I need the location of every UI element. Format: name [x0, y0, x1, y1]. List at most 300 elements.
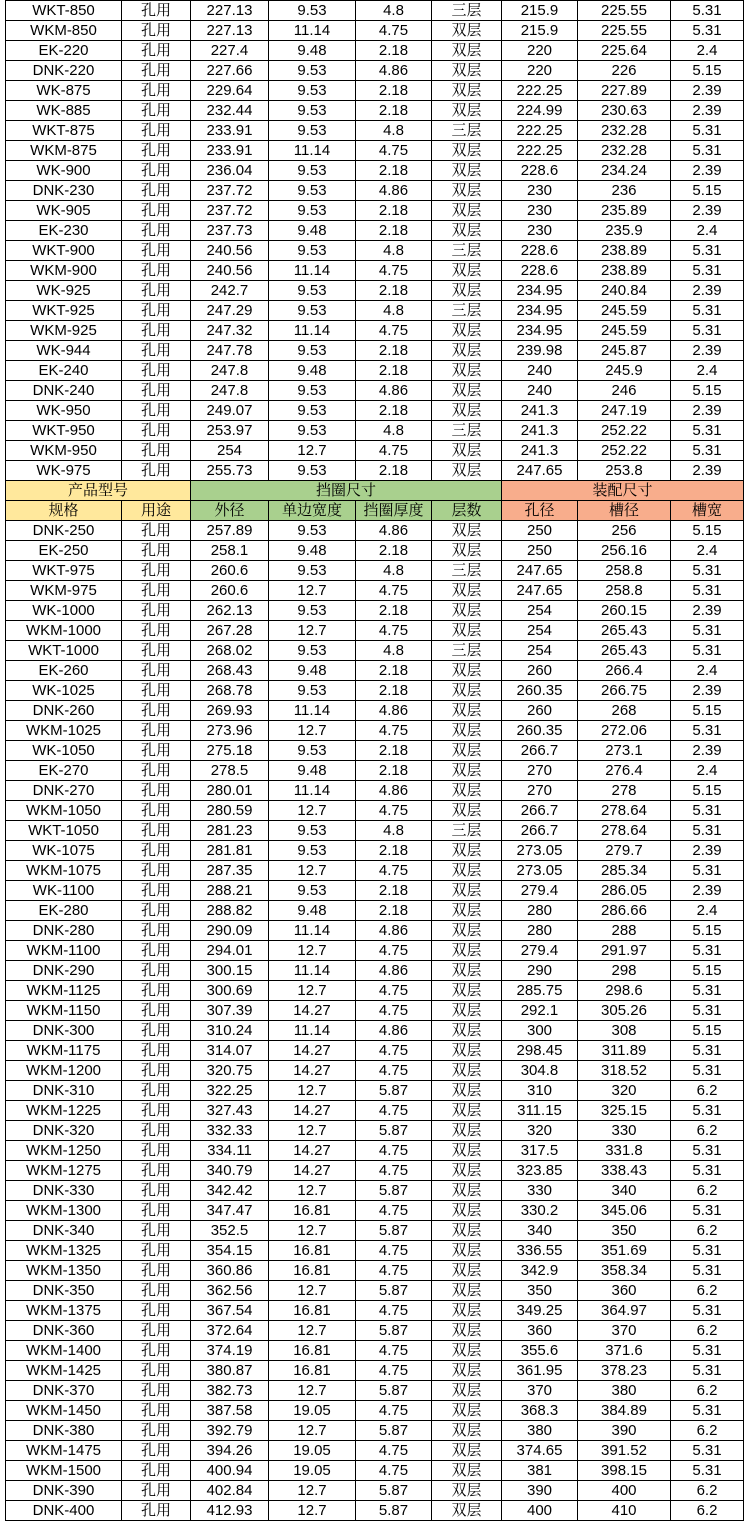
cell-width: 14.27 [269, 1041, 356, 1061]
cell-layers: 双层 [432, 41, 502, 61]
table-row [6, 1321, 744, 1341]
cell-outer-dia: 300.15 [191, 961, 269, 981]
cell-groove-width: 6.2 [671, 1481, 744, 1501]
cell-spec: WKM-850 [6, 21, 122, 41]
cell-bore: 228.6 [502, 261, 578, 281]
cell-width: 9.53 [269, 401, 356, 421]
cell-usage: 孔用 [122, 1161, 191, 1181]
cell-bore: 380 [502, 1421, 578, 1441]
cell-outer-dia: 269.93 [191, 701, 269, 721]
cell-outer-dia: 400.94 [191, 1461, 269, 1481]
cell-spec: EK-240 [6, 361, 122, 381]
cell-groove-width: 5.31 [671, 1041, 744, 1061]
cell-groove-dia: 350 [578, 1221, 671, 1241]
cell-groove-dia: 256 [578, 521, 671, 541]
cell-layers: 双层 [432, 741, 502, 761]
table-row [6, 41, 744, 61]
cell-groove-dia: 268 [578, 701, 671, 721]
cell-groove-dia: 236 [578, 181, 671, 201]
cell-bore: 247.65 [502, 461, 578, 481]
table-row [6, 1241, 744, 1261]
table-row [6, 961, 744, 981]
cell-spec: WKM-1150 [6, 1001, 122, 1021]
cell-bore: 260 [502, 701, 578, 721]
cell-groove-dia: 384.89 [578, 1401, 671, 1421]
header-fit-group: 装配尺寸 [502, 481, 744, 501]
cell-thickness: 2.18 [356, 541, 432, 561]
cell-bore: 241.3 [502, 441, 578, 461]
cell-usage: 孔用 [122, 741, 191, 761]
cell-usage: 孔用 [122, 621, 191, 641]
spec-table [5, 0, 744, 1521]
cell-width: 16.81 [269, 1361, 356, 1381]
cell-usage: 孔用 [122, 1361, 191, 1381]
cell-thickness: 4.86 [356, 961, 432, 981]
cell-outer-dia: 258.1 [191, 541, 269, 561]
cell-spec: WK-1100 [6, 881, 122, 901]
cell-outer-dia: 281.23 [191, 821, 269, 841]
cell-groove-width: 2.39 [671, 81, 744, 101]
cell-thickness: 5.87 [356, 1321, 432, 1341]
table-row [6, 1041, 744, 1061]
cell-thickness: 2.18 [356, 741, 432, 761]
table-row [6, 381, 744, 401]
cell-groove-dia: 311.89 [578, 1041, 671, 1061]
table-row [6, 1461, 744, 1481]
cell-layers: 双层 [432, 61, 502, 81]
cell-spec: EK-270 [6, 761, 122, 781]
cell-thickness: 2.18 [356, 761, 432, 781]
cell-spec: WKM-1000 [6, 621, 122, 641]
cell-width: 11.14 [269, 21, 356, 41]
cell-usage: 孔用 [122, 281, 191, 301]
cell-layers: 双层 [432, 281, 502, 301]
cell-outer-dia: 288.82 [191, 901, 269, 921]
cell-groove-width: 6.2 [671, 1321, 744, 1341]
cell-usage: 孔用 [122, 1501, 191, 1521]
cell-layers: 双层 [432, 1061, 502, 1081]
cell-thickness: 4.8 [356, 421, 432, 441]
cell-bore: 247.65 [502, 581, 578, 601]
cell-width: 9.48 [269, 901, 356, 921]
cell-thickness: 2.18 [356, 201, 432, 221]
cell-spec: WK-875 [6, 81, 122, 101]
cell-usage: 孔用 [122, 201, 191, 221]
cell-layers: 双层 [432, 1241, 502, 1261]
cell-usage: 孔用 [122, 161, 191, 181]
cell-bore: 270 [502, 781, 578, 801]
cell-spec: WKM-1175 [6, 1041, 122, 1061]
cell-usage: 孔用 [122, 1141, 191, 1161]
cell-spec: WKT-1000 [6, 641, 122, 661]
cell-bore: 300 [502, 1021, 578, 1041]
cell-width: 12.7 [269, 581, 356, 601]
cell-groove-dia: 390 [578, 1421, 671, 1441]
table-row [6, 141, 744, 161]
cell-spec: WK-885 [6, 101, 122, 121]
cell-groove-width: 5.31 [671, 241, 744, 261]
cell-groove-width: 2.39 [671, 461, 744, 481]
cell-outer-dia: 354.15 [191, 1241, 269, 1261]
cell-layers: 双层 [432, 1081, 502, 1101]
cell-outer-dia: 254 [191, 441, 269, 461]
cell-spec: DNK-340 [6, 1221, 122, 1241]
table-row [6, 1061, 744, 1081]
cell-groove-dia: 286.05 [578, 881, 671, 901]
cell-outer-dia: 314.07 [191, 1041, 269, 1061]
cell-layers: 双层 [432, 701, 502, 721]
cell-width: 9.53 [269, 81, 356, 101]
cell-spec: DNK-390 [6, 1481, 122, 1501]
table-row [6, 101, 744, 121]
cell-width: 9.53 [269, 821, 356, 841]
cell-width: 9.48 [269, 41, 356, 61]
cell-usage: 孔用 [122, 121, 191, 141]
cell-usage: 孔用 [122, 921, 191, 941]
cell-usage: 孔用 [122, 21, 191, 41]
table-row [6, 781, 744, 801]
cell-layers: 双层 [432, 1321, 502, 1341]
cell-width: 12.7 [269, 981, 356, 1001]
cell-thickness: 2.18 [356, 101, 432, 121]
table-row [6, 1001, 744, 1021]
cell-thickness: 2.18 [356, 841, 432, 861]
cell-groove-dia: 258.8 [578, 561, 671, 581]
cell-groove-dia: 246 [578, 381, 671, 401]
cell-bore: 400 [502, 1501, 578, 1521]
table-row [6, 1401, 744, 1421]
cell-groove-dia: 340 [578, 1181, 671, 1201]
cell-width: 12.7 [269, 441, 356, 461]
header-col-spec: 规格 [6, 501, 122, 521]
table-row [6, 981, 744, 1001]
cell-bore: 254 [502, 621, 578, 641]
cell-bore: 323.85 [502, 1161, 578, 1181]
cell-groove-width: 5.15 [671, 701, 744, 721]
cell-groove-dia: 252.22 [578, 441, 671, 461]
cell-thickness: 5.87 [356, 1181, 432, 1201]
cell-outer-dia: 275.18 [191, 741, 269, 761]
cell-groove-width: 5.31 [671, 1261, 744, 1281]
cell-spec: WK-944 [6, 341, 122, 361]
cell-usage: 孔用 [122, 1481, 191, 1501]
cell-thickness: 2.18 [356, 461, 432, 481]
table-row [6, 1481, 744, 1501]
cell-bore: 220 [502, 41, 578, 61]
cell-thickness: 4.75 [356, 1201, 432, 1221]
cell-groove-dia: 400 [578, 1481, 671, 1501]
cell-thickness: 2.18 [356, 601, 432, 621]
cell-thickness: 4.75 [356, 1461, 432, 1481]
cell-thickness: 4.75 [356, 1341, 432, 1361]
cell-groove-width: 5.15 [671, 921, 744, 941]
cell-usage: 孔用 [122, 461, 191, 481]
cell-groove-width: 2.39 [671, 401, 744, 421]
cell-spec: DNK-290 [6, 961, 122, 981]
cell-groove-width: 2.39 [671, 161, 744, 181]
cell-bore: 215.9 [502, 1, 578, 21]
cell-width: 12.7 [269, 1321, 356, 1341]
cell-spec: WKM-1125 [6, 981, 122, 1001]
cell-bore: 368.3 [502, 1401, 578, 1421]
cell-layers: 双层 [432, 601, 502, 621]
cell-outer-dia: 294.01 [191, 941, 269, 961]
cell-usage: 孔用 [122, 581, 191, 601]
cell-layers: 双层 [432, 901, 502, 921]
cell-spec: EK-280 [6, 901, 122, 921]
cell-outer-dia: 273.96 [191, 721, 269, 741]
cell-spec: WKT-850 [6, 1, 122, 21]
cell-layers: 双层 [432, 221, 502, 241]
cell-width: 9.53 [269, 241, 356, 261]
header-column-row [6, 501, 744, 521]
cell-outer-dia: 242.7 [191, 281, 269, 301]
cell-width: 16.81 [269, 1241, 356, 1261]
cell-usage: 孔用 [122, 1421, 191, 1441]
cell-thickness: 5.87 [356, 1081, 432, 1101]
cell-usage: 孔用 [122, 1441, 191, 1461]
table-row [6, 641, 744, 661]
table-row [6, 441, 744, 461]
cell-groove-dia: 232.28 [578, 141, 671, 161]
cell-usage: 孔用 [122, 1461, 191, 1481]
cell-outer-dia: 247.8 [191, 381, 269, 401]
cell-layers: 双层 [432, 81, 502, 101]
cell-bore: 285.75 [502, 981, 578, 1001]
cell-spec: WKM-875 [6, 141, 122, 161]
cell-spec: WKM-1500 [6, 1461, 122, 1481]
cell-groove-width: 5.31 [671, 581, 744, 601]
cell-groove-dia: 325.15 [578, 1101, 671, 1121]
cell-bore: 266.7 [502, 741, 578, 761]
cell-usage: 孔用 [122, 81, 191, 101]
cell-usage: 孔用 [122, 841, 191, 861]
cell-width: 9.53 [269, 641, 356, 661]
cell-groove-width: 5.31 [671, 1161, 744, 1181]
cell-bore: 311.15 [502, 1101, 578, 1121]
cell-bore: 254 [502, 641, 578, 661]
cell-width: 9.53 [269, 681, 356, 701]
cell-outer-dia: 227.66 [191, 61, 269, 81]
cell-groove-dia: 227.89 [578, 81, 671, 101]
cell-layers: 双层 [432, 1221, 502, 1241]
cell-thickness: 4.75 [356, 981, 432, 1001]
cell-groove-width: 5.31 [671, 1401, 744, 1421]
cell-spec: WK-1025 [6, 681, 122, 701]
cell-bore: 317.5 [502, 1141, 578, 1161]
cell-layers: 双层 [432, 1441, 502, 1461]
cell-width: 14.27 [269, 1001, 356, 1021]
cell-layers: 双层 [432, 1021, 502, 1041]
cell-layers: 三层 [432, 821, 502, 841]
cell-width: 16.81 [269, 1301, 356, 1321]
cell-width: 12.7 [269, 1181, 356, 1201]
cell-layers: 双层 [432, 661, 502, 681]
cell-outer-dia: 233.91 [191, 141, 269, 161]
cell-usage: 孔用 [122, 1181, 191, 1201]
cell-groove-dia: 252.22 [578, 421, 671, 441]
cell-outer-dia: 374.19 [191, 1341, 269, 1361]
cell-bore: 222.25 [502, 81, 578, 101]
cell-bore: 228.6 [502, 161, 578, 181]
cell-thickness: 4.86 [356, 381, 432, 401]
cell-layers: 三层 [432, 421, 502, 441]
cell-groove-width: 5.31 [671, 801, 744, 821]
cell-layers: 三层 [432, 1, 502, 21]
cell-width: 16.81 [269, 1261, 356, 1281]
cell-spec: EK-220 [6, 41, 122, 61]
cell-groove-width: 5.31 [671, 321, 744, 341]
cell-layers: 双层 [432, 781, 502, 801]
cell-groove-width: 6.2 [671, 1181, 744, 1201]
cell-spec: DNK-240 [6, 381, 122, 401]
cell-width: 14.27 [269, 1141, 356, 1161]
cell-outer-dia: 249.07 [191, 401, 269, 421]
cell-thickness: 4.75 [356, 1161, 432, 1181]
cell-layers: 三层 [432, 641, 502, 661]
cell-spec: DNK-300 [6, 1021, 122, 1041]
table-row [6, 1301, 744, 1321]
rows-after-header [6, 521, 744, 1521]
cell-groove-width: 5.31 [671, 121, 744, 141]
cell-spec: WK-950 [6, 401, 122, 421]
table-row [6, 901, 744, 921]
cell-groove-width: 2.4 [671, 661, 744, 681]
cell-spec: EK-230 [6, 221, 122, 241]
cell-groove-width: 6.2 [671, 1381, 744, 1401]
table-row [6, 321, 744, 341]
cell-bore: 266.7 [502, 821, 578, 841]
cell-layers: 双层 [432, 1101, 502, 1121]
cell-groove-width: 5.31 [671, 421, 744, 441]
header-col-groove-width: 槽宽 [671, 501, 744, 521]
cell-spec: DNK-270 [6, 781, 122, 801]
table-row [6, 801, 744, 821]
cell-layers: 双层 [432, 441, 502, 461]
cell-outer-dia: 287.35 [191, 861, 269, 881]
cell-bore: 304.8 [502, 1061, 578, 1081]
cell-usage: 孔用 [122, 1, 191, 21]
table-row [6, 821, 744, 841]
cell-spec: WKT-925 [6, 301, 122, 321]
cell-spec: WK-905 [6, 201, 122, 221]
cell-groove-dia: 320 [578, 1081, 671, 1101]
cell-usage: 孔用 [122, 701, 191, 721]
cell-usage: 孔用 [122, 421, 191, 441]
table-row [6, 461, 744, 481]
cell-width: 19.05 [269, 1441, 356, 1461]
cell-groove-dia: 330 [578, 1121, 671, 1141]
cell-usage: 孔用 [122, 941, 191, 961]
cell-outer-dia: 300.69 [191, 981, 269, 1001]
cell-spec: WKM-1200 [6, 1061, 122, 1081]
cell-outer-dia: 247.32 [191, 321, 269, 341]
cell-bore: 342.9 [502, 1261, 578, 1281]
cell-spec: WK-925 [6, 281, 122, 301]
cell-thickness: 4.75 [356, 861, 432, 881]
cell-outer-dia: 290.09 [191, 921, 269, 941]
cell-bore: 390 [502, 1481, 578, 1501]
cell-thickness: 5.87 [356, 1221, 432, 1241]
cell-spec: WKM-950 [6, 441, 122, 461]
cell-bore: 290 [502, 961, 578, 981]
cell-groove-width: 5.15 [671, 61, 744, 81]
cell-bore: 234.95 [502, 281, 578, 301]
cell-groove-dia: 285.34 [578, 861, 671, 881]
cell-groove-dia: 291.97 [578, 941, 671, 961]
cell-layers: 双层 [432, 1401, 502, 1421]
cell-width: 9.53 [269, 881, 356, 901]
cell-width: 12.7 [269, 1121, 356, 1141]
cell-width: 12.7 [269, 1501, 356, 1521]
cell-thickness: 4.75 [356, 1001, 432, 1021]
cell-thickness: 2.18 [356, 161, 432, 181]
cell-groove-width: 5.31 [671, 941, 744, 961]
cell-bore: 273.05 [502, 861, 578, 881]
cell-width: 9.53 [269, 601, 356, 621]
cell-thickness: 4.75 [356, 1441, 432, 1461]
cell-width: 9.53 [269, 301, 356, 321]
cell-outer-dia: 237.72 [191, 181, 269, 201]
cell-width: 11.14 [269, 701, 356, 721]
cell-outer-dia: 387.58 [191, 1401, 269, 1421]
cell-spec: WKM-1075 [6, 861, 122, 881]
cell-spec: DNK-230 [6, 181, 122, 201]
cell-outer-dia: 253.97 [191, 421, 269, 441]
cell-bore: 350 [502, 1281, 578, 1301]
cell-outer-dia: 267.28 [191, 621, 269, 641]
cell-thickness: 4.86 [356, 1021, 432, 1041]
header-col-groove-dia: 槽径 [578, 501, 671, 521]
cell-usage: 孔用 [122, 1101, 191, 1121]
cell-spec: DNK-400 [6, 1501, 122, 1521]
cell-width: 11.14 [269, 961, 356, 981]
cell-groove-dia: 240.84 [578, 281, 671, 301]
cell-layers: 双层 [432, 1301, 502, 1321]
cell-width: 11.14 [269, 1021, 356, 1041]
cell-layers: 双层 [432, 1001, 502, 1021]
cell-usage: 孔用 [122, 781, 191, 801]
cell-spec: WKM-1300 [6, 1201, 122, 1221]
cell-bore: 320 [502, 1121, 578, 1141]
cell-groove-dia: 260.15 [578, 601, 671, 621]
cell-usage: 孔用 [122, 981, 191, 1001]
cell-layers: 双层 [432, 1481, 502, 1501]
cell-spec: WKM-975 [6, 581, 122, 601]
cell-bore: 239.98 [502, 341, 578, 361]
cell-thickness: 4.86 [356, 61, 432, 81]
table-row [6, 1201, 744, 1221]
cell-thickness: 4.75 [356, 621, 432, 641]
cell-width: 12.7 [269, 721, 356, 741]
cell-width: 12.7 [269, 1281, 356, 1301]
cell-bore: 330 [502, 1181, 578, 1201]
cell-bore: 336.55 [502, 1241, 578, 1261]
cell-usage: 孔用 [122, 1121, 191, 1141]
cell-usage: 孔用 [122, 901, 191, 921]
cell-usage: 孔用 [122, 61, 191, 81]
header-col-usage: 用途 [122, 501, 191, 521]
cell-groove-dia: 279.7 [578, 841, 671, 861]
cell-bore: 228.6 [502, 241, 578, 261]
cell-outer-dia: 237.73 [191, 221, 269, 241]
cell-outer-dia: 227.4 [191, 41, 269, 61]
cell-groove-dia: 305.26 [578, 1001, 671, 1021]
cell-usage: 孔用 [122, 721, 191, 741]
cell-layers: 双层 [432, 341, 502, 361]
cell-width: 12.7 [269, 941, 356, 961]
table-row [6, 361, 744, 381]
